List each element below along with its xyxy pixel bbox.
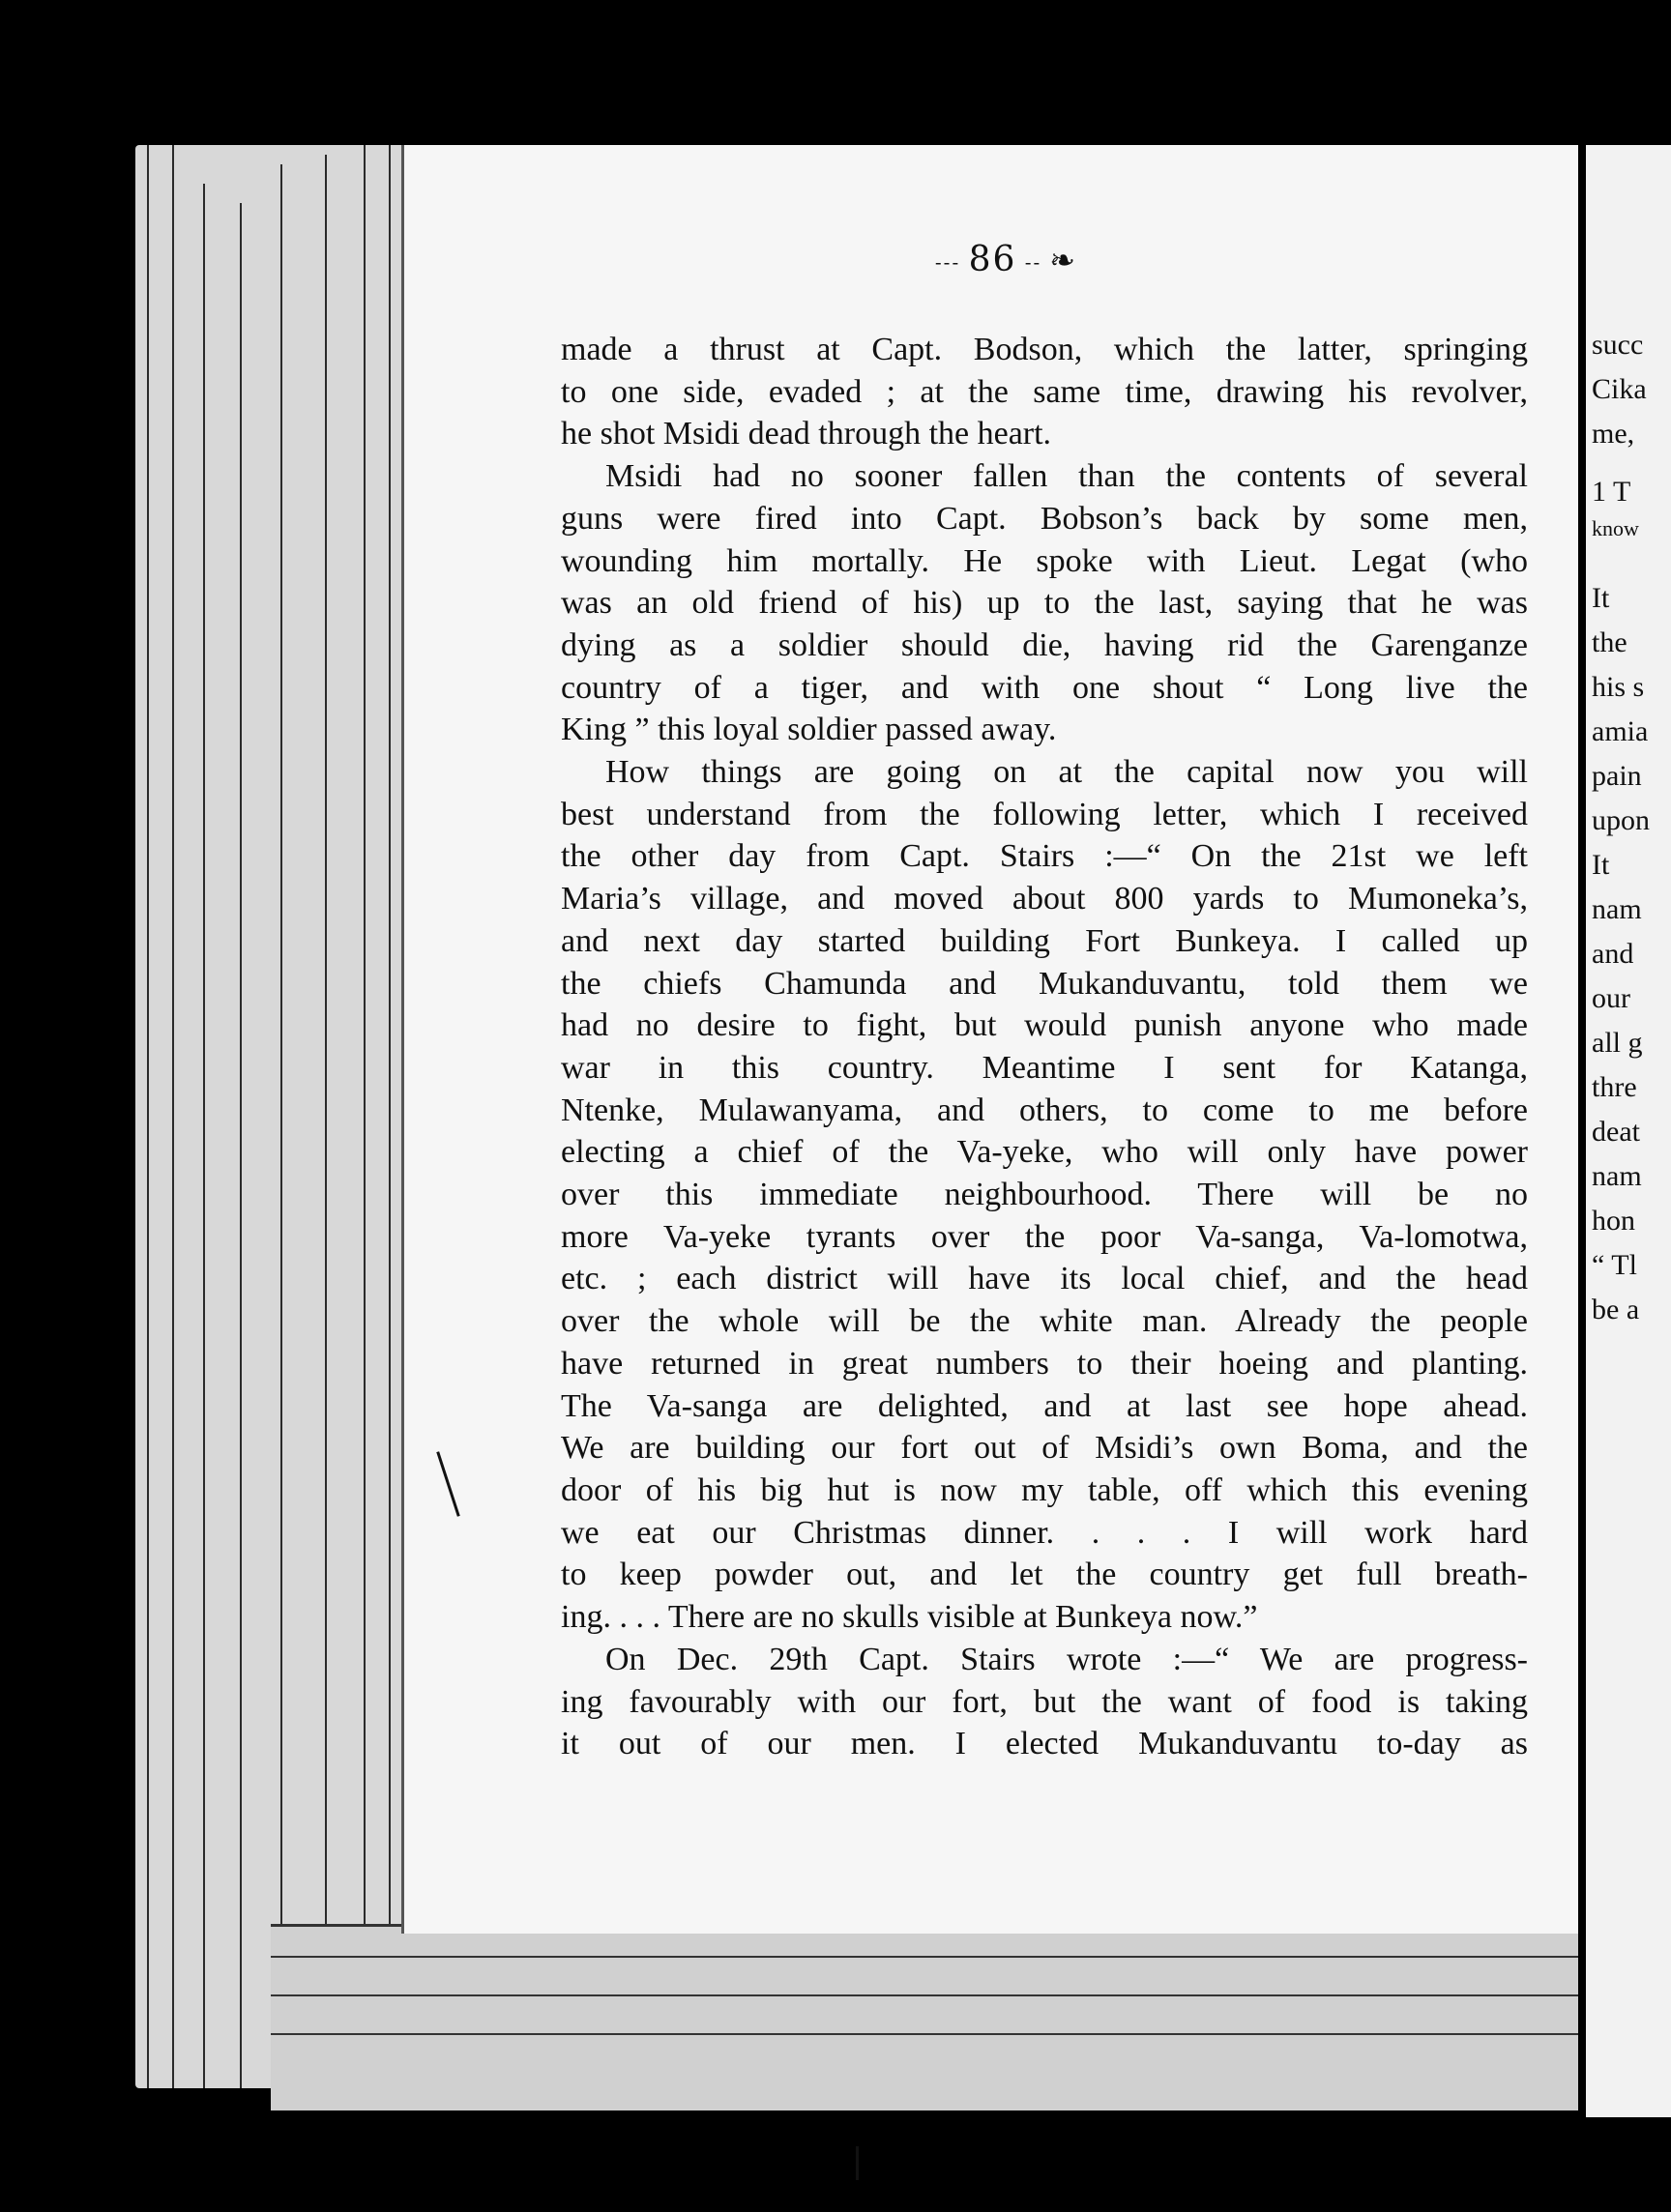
facing-page-text: be a (1592, 1294, 1640, 1325)
facing-page-text: hon (1592, 1205, 1635, 1237)
book-page (401, 145, 1608, 1934)
text-line: he shot Msidi dead through the heart. (561, 416, 1052, 452)
header-dash-right: -- (1016, 250, 1042, 274)
text-line: to one side, evaded ; at the same time, drawing his revolver, (561, 373, 1528, 410)
page-edge-line (364, 145, 366, 2088)
body-text (561, 329, 1528, 1765)
facing-page-text: amia (1592, 715, 1649, 747)
facing-page-text: and (1592, 938, 1634, 970)
text-line: made a thrust at Capt. Bodson, which the latter, springing (561, 332, 1528, 367)
text-line: war in this country. Meantime I sent for Katanga, (561, 1049, 1528, 1086)
facing-page-text: 1 T (1592, 476, 1631, 508)
page-edge-line (271, 1956, 1605, 1958)
page-edge-line (240, 203, 242, 2088)
facing-page-text: know (1592, 516, 1639, 540)
text-line: had no desire to fight, but would punish anyone who made (561, 1007, 1528, 1044)
text-line: best understand from the following letter, which I received (561, 796, 1528, 832)
page-edge-line (389, 145, 391, 2088)
facing-page-text: It (1592, 849, 1610, 881)
page-edge-line (203, 184, 205, 2088)
page-edges-bottom (271, 1924, 1605, 2110)
facing-page-fragment (1578, 145, 1671, 2117)
text-line: it out of our men. I elected Mukanduvantu to-day as (561, 1726, 1528, 1762)
page-edge-line (172, 145, 174, 2088)
text-line: King ” this loyal soldier passed away. (561, 712, 1057, 748)
text-line: On Dec. 29th Capt. Stairs wrote :—“ We are progress- (605, 1641, 1528, 1677)
page-edge-line (147, 145, 149, 2088)
ornament-icon: ❧ (1049, 242, 1078, 278)
text-line: wounding him mortally. He spoke with Lieut. Legat (who (561, 542, 1528, 579)
text-line: We are building our fort out of Msidi’s own Boma, and the (561, 1430, 1528, 1467)
text-line: over this immediate neighbourhood. There will be no (561, 1177, 1528, 1213)
header-dash-left: --- (934, 250, 969, 274)
text-line: more Va-yeke tyrants over the poor Va-sanga, Va-lomotwa, (561, 1218, 1528, 1255)
facing-page-text: Cika (1592, 373, 1647, 405)
text-line: Msidi had no sooner fallen than the contents of several (605, 458, 1528, 495)
text-line: the chiefs Chamunda and Mukanduvantu, told them we (561, 965, 1528, 1002)
text-line: have returned in great numbers to their hoeing and planting. (561, 1345, 1528, 1382)
text-line: The Va-sanga are delighted, and at last see hope ahead. (561, 1387, 1528, 1424)
margin-pencil-mark (856, 2146, 859, 2180)
facing-page-text: It (1592, 582, 1610, 614)
text-line: Maria’s village, and moved about 800 yards to Mumoneka’s, (561, 881, 1528, 917)
facing-page-text: all g (1592, 1027, 1643, 1059)
text-line: ing favourably with our fort, but the want of food is taking (561, 1683, 1528, 1720)
text-line: door of his big hut is now my table, off which this evening (561, 1471, 1528, 1508)
text-line: to keep powder out, and let the country get full breath- (561, 1557, 1528, 1593)
text-line: electing a chief of the Va-yeke, who will only have power (561, 1134, 1528, 1171)
facing-page-text: thre (1592, 1071, 1637, 1103)
page-edge-line (271, 2033, 1605, 2035)
paragraph-3 (561, 751, 1528, 1639)
text-line: country of a tiger, and with one shout “ Long live the (561, 669, 1528, 706)
facing-page-text: pain (1592, 760, 1642, 792)
text-line: and next day started building Fort Bunkeya. I called up (561, 922, 1528, 959)
paragraph-4 (561, 1639, 1528, 1765)
text-line: How things are going on at the capital now you will (605, 754, 1528, 791)
facing-page-text: succ (1592, 329, 1644, 361)
facing-page-text: the (1592, 626, 1627, 658)
page-number: 86 (968, 240, 1017, 279)
page-edge-line (325, 155, 327, 2088)
text-line: dying as a soldier should die, having rid the Garenganze (561, 626, 1528, 663)
facing-page-text: deat (1592, 1116, 1640, 1148)
paragraph-2 (561, 455, 1528, 751)
facing-page-text: our (1592, 982, 1630, 1014)
page-edge-line (280, 164, 282, 2088)
page-edge-line (271, 1994, 1605, 1996)
text-line: over the whole will be the white man. Already the people (561, 1303, 1528, 1340)
facing-page-text: upon (1592, 804, 1650, 836)
facing-page-text: me, (1592, 418, 1635, 450)
text-line: the other day from Capt. Stairs :—“ On the 21st we left (561, 838, 1528, 875)
text-line: guns were fired into Capt. Bobson’s back by some men, (561, 500, 1528, 537)
text-line: we eat our Christmas dinner. . . . I will work hard (561, 1514, 1528, 1551)
page-edges-left (135, 145, 416, 2088)
text-line: ing. . . . There are no skulls visible at Bunkeya now.” (561, 1599, 1258, 1636)
text-line: was an old friend of his) up to the last, saying that he was (561, 585, 1528, 622)
facing-page-text: nam (1592, 1160, 1642, 1192)
page-header (404, 240, 1608, 279)
text-line: Ntenke, Mulawanyama, and others, to come to me before (561, 1091, 1528, 1128)
text-line: etc. ; each district will have its local chief, and the head (561, 1261, 1528, 1297)
paragraph-1 (561, 329, 1528, 455)
facing-page-text: nam (1592, 893, 1642, 925)
facing-page-text: “ Tl (1592, 1249, 1637, 1281)
facing-page-text: his s (1592, 671, 1645, 703)
